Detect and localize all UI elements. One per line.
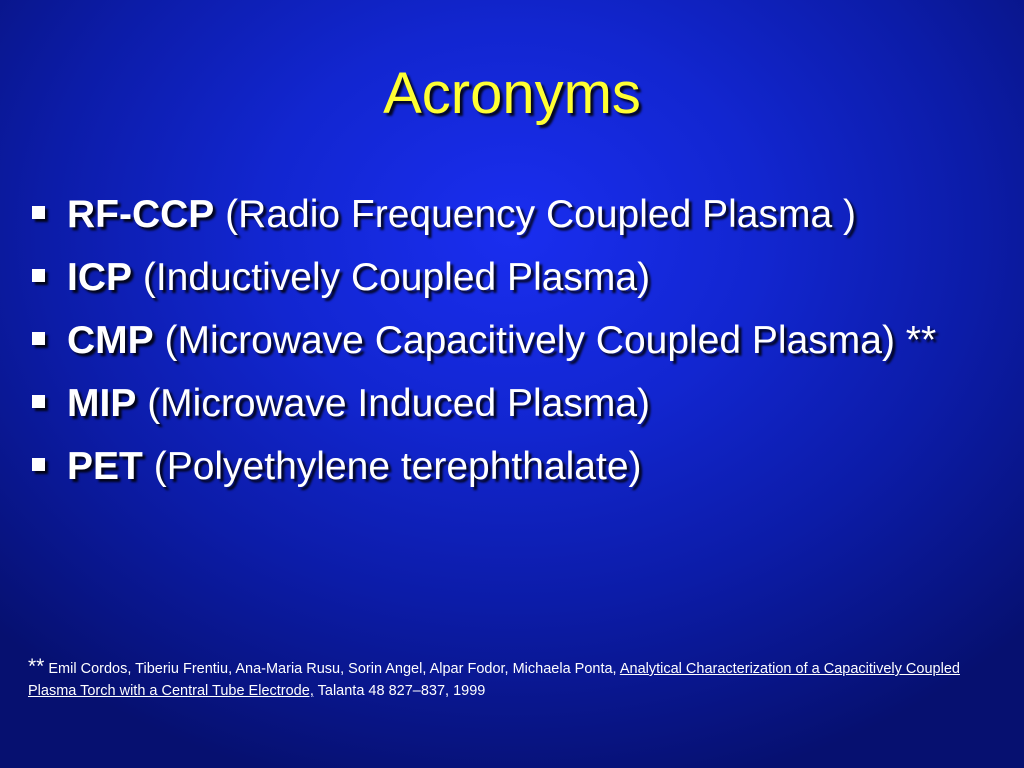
list-item [30,314,990,367]
acronym: MIP [67,382,137,425]
square-bullet-icon [32,269,45,282]
acronym-definition: (Radio Frequency Coupled Plasma ) [225,193,856,236]
footnote [28,656,988,702]
acronym: ICP [67,256,133,299]
footnote-marker: ** [28,655,45,678]
footnote-article-link[interactable]: Analytical Characterization of a Capacitively Coupled Plasma Torch with a Central Tube Electrode, [28,661,960,699]
acronym-definition: (Microwave Capacitively Coupled Plasma) ** [164,319,937,362]
acronym: CMP [67,319,154,362]
acronym: RF-CCP [67,193,215,236]
list-item [30,251,990,304]
acronym-definition: (Inductively Coupled Plasma) [142,256,651,299]
list-item [30,377,990,430]
acronym-definition: (Polyethylene terephthalate) [153,445,642,488]
list-item [30,188,990,241]
footnote-authors: Emil Cordos, Tiberiu Frentiu, Ana-Maria Rusu, Sorin Angel, Alpar Fodor, Michaela Ponta, [48,661,617,677]
square-bullet-icon [32,332,45,345]
acronym-list [30,188,990,503]
list-item [30,440,990,493]
square-bullet-icon [32,458,45,471]
acronym: PET [67,445,143,488]
square-bullet-icon [32,206,45,219]
slide-title: Acronyms [383,61,641,126]
square-bullet-icon [32,395,45,408]
acronym-definition: (Microwave Induced Plasma) [147,382,651,425]
footnote-journal: Talanta 48 827–837, 1999 [317,683,486,699]
